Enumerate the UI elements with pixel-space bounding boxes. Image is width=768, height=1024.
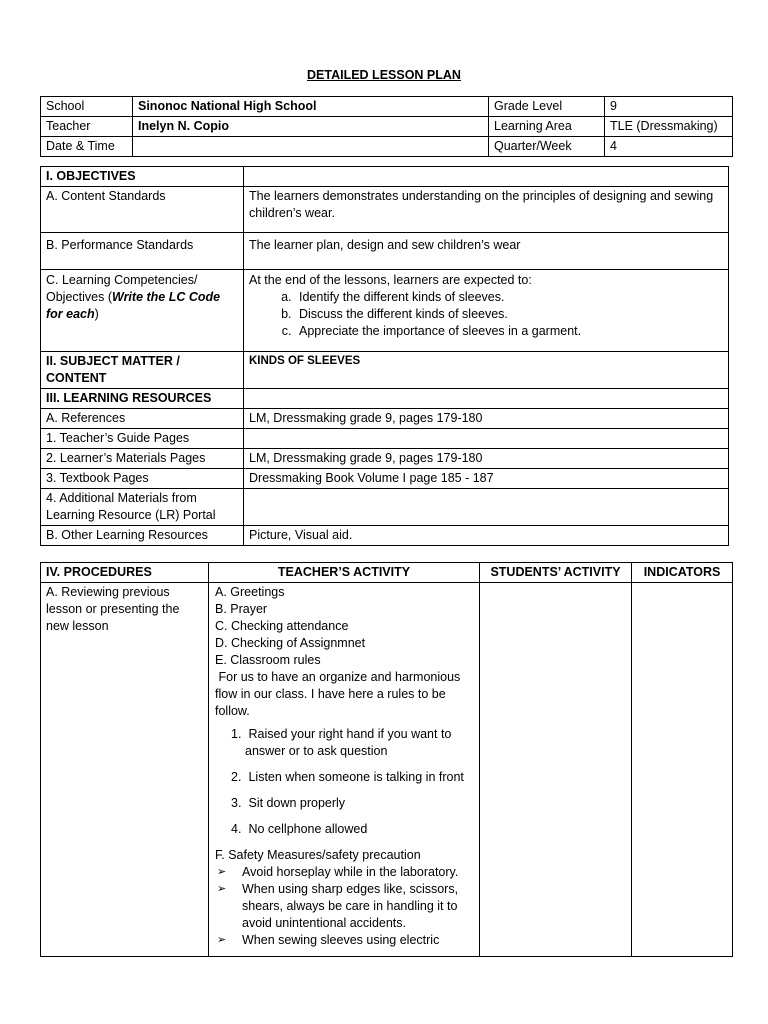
grade-value: 9 [605,97,733,117]
area-value: TLE (Dressmaking) [605,117,733,137]
learning-competencies-value [244,270,729,352]
lc-item: a. Identify the different kinds of sleeves. [295,289,723,306]
learning-competencies-label: C. Learning Competencies/ Objectives (Write the LC Code for each) [41,270,244,352]
resource-value [244,429,729,449]
resource-value: LM, Dressmaking grade 9, pages 179-180 [244,409,729,429]
teacher-activity-cell [209,583,480,957]
resource-value: Dressmaking Book Volume I page 185 - 187 [244,469,729,489]
content-standards-label: A. Content Standards [41,187,244,233]
lc-item: b. Discuss the different kinds of sleeves. [295,306,723,323]
resource-value [244,489,729,526]
school-label: School [41,97,133,117]
resource-label: 1. Teacher’s Guide Pages [41,429,244,449]
classroom-rules-list [215,726,474,838]
rule-item: 4. No cellphone allowed [231,822,368,836]
teacher-line: For us to have an organize and harmonious flow in our class. I have here a rules to be follow. [215,670,464,718]
teacher-line: B. Prayer [215,602,268,616]
learning-resources-heading: III. LEARNING RESOURCES [41,389,244,409]
procedure-step-label: A. Reviewing previous lesson or presenting the new lesson [41,583,209,957]
quarter-label: Quarter/Week [489,137,605,157]
rule-item: 2. Listen when someone is talking in front [231,770,464,784]
performance-standards-value: The learner plan, design and sew children’s wear [244,233,729,270]
teacher-line: D. Checking of Assignmnet [215,636,366,650]
lc-intro: At the end of the lessons, learners are expected to: [249,273,532,287]
indicators-cell [632,583,733,957]
resource-label: 2. Learner’s Materials Pages [41,449,244,469]
rule-item: 1. Raised your right hand if you want to answer or to ask question [231,727,452,758]
area-label: Learning Area [489,117,605,137]
teacher-value: Inelyn N. Copio [133,117,489,137]
arrow-bullet-icon: ➢ [217,883,227,895]
safety-item: ➢ When sewing sleeves using electric [217,933,440,947]
grade-label: Grade Level [489,97,605,117]
resource-label: A. References [41,409,244,429]
procedures-table [40,562,733,957]
teacher-label: Teacher [41,117,133,137]
teacher-activity-header: TEACHER’S ACTIVITY [209,563,480,583]
teacher-line: C. Checking attendance [215,619,349,633]
safety-item: ➢ When using sharp edges like, scissors, shears, always be care in handling it to avoid unintentional accidents. [217,882,459,930]
school-value: Sinonoc National High School [133,97,489,117]
lc-list [249,289,723,340]
subject-matter-value: KINDS OF SLEEVES [244,352,729,389]
resource-label: 3. Textbook Pages [41,469,244,489]
safety-list [215,864,474,949]
arrow-bullet-icon: ➢ [217,866,227,878]
subject-matter-label: II. SUBJECT MATTER / CONTENT [41,352,244,389]
objectives-heading: I. OBJECTIVES [41,167,244,187]
students-activity-cell [480,583,632,957]
arrow-bullet-icon: ➢ [217,934,227,946]
resource-label: B. Other Learning Resources [41,526,244,546]
resource-value: LM, Dressmaking grade 9, pages 179-180 [244,449,729,469]
rule-item: 3. Sit down properly [231,796,346,810]
teacher-line: E. Classroom rules [215,653,321,667]
safety-item: ➢ Avoid horseplay while in the laboratory. [217,865,459,879]
date-label: Date & Time [41,137,133,157]
document-title: DETAILED LESSON PLAN [307,68,461,82]
date-value [133,137,489,157]
lc-item: c. Appreciate the importance of sleeves in a garment. [295,323,723,340]
quarter-value: 4 [605,137,733,157]
header-info-table [40,96,733,157]
students-activity-header: STUDENTS’ ACTIVITY [480,563,632,583]
procedures-header: IV. PROCEDURES [41,563,209,583]
resource-value: Picture, Visual aid. [244,526,729,546]
content-standards-value: The learners demonstrates understanding on the principles of designing and sewing children’s wear. [244,187,729,233]
performance-standards-label: B. Performance Standards [41,233,244,270]
resource-label: 4. Additional Materials from Learning Resource (LR) Portal [41,489,244,526]
teacher-line: A. Greetings [215,585,285,599]
safety-heading: F. Safety Measures/safety precaution [215,848,421,862]
objectives-table [40,166,729,546]
indicators-header: INDICATORS [632,563,733,583]
